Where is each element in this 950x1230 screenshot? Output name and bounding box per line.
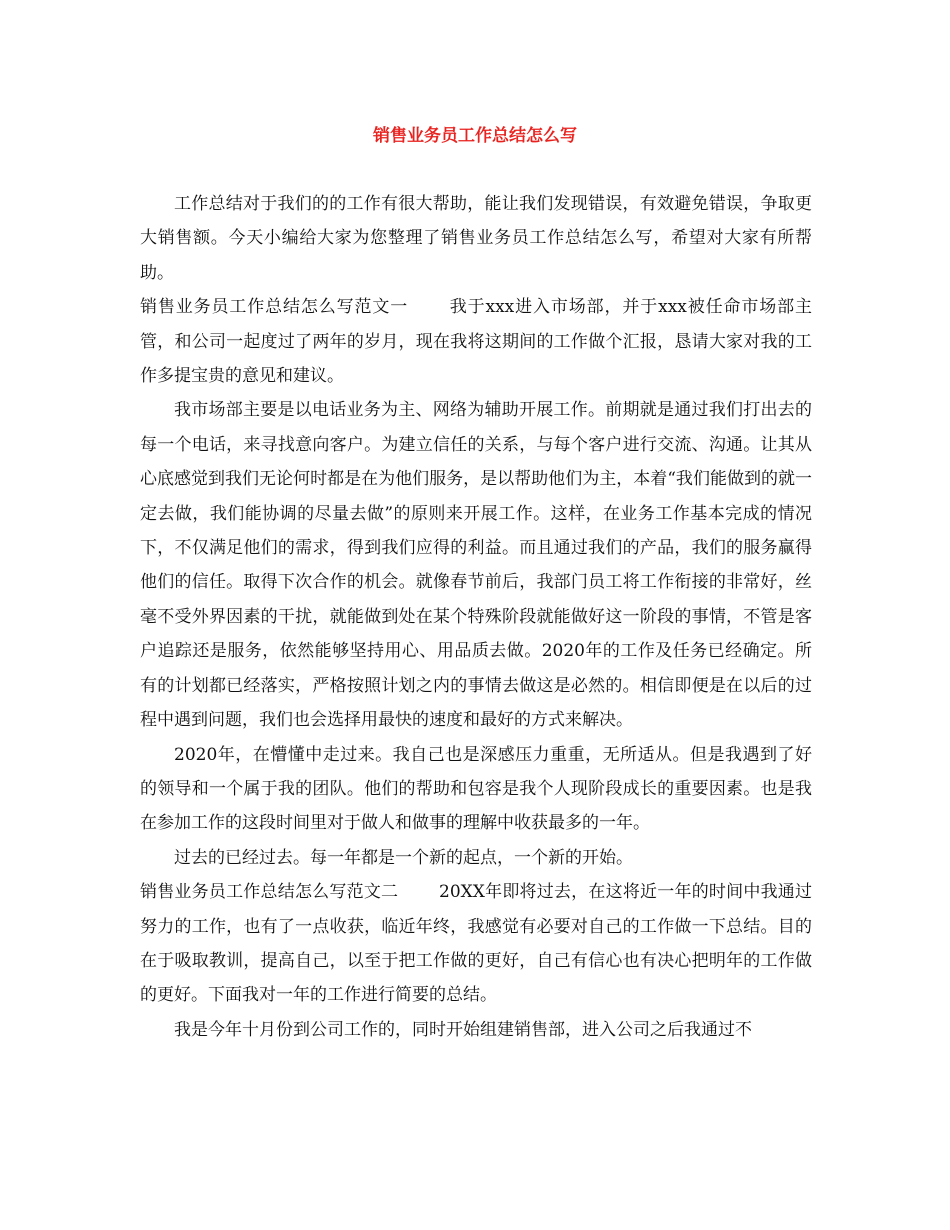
body-paragraph: 2020年，在懵懂中走过来。我自己也是深感压力重重，无所适从。但是我遇到了好的领导和一个属于我的团队。他们的帮助和包容是我个人现阶段成长的重要因素。也是我在参加工作的这段时间里对于做人和做事的理解中收获最多的一年。 — [140, 744, 812, 834]
sample-two-heading: 销售业务员工作总结怎么写范文二 — [140, 882, 399, 903]
sample-two-paragraph — [140, 875, 812, 1013]
sample-one-heading: 销售业务员工作总结怎么写范文一 — [140, 297, 409, 318]
body-paragraph: 我是今年十月份到公司工作的，同时开始组建销售部，进入公司之后我通过不 — [174, 1019, 752, 1040]
sample-one-text: 我于xxx进入市场部，并于xxx被任命市场部主管，和公司一起度过了两年的岁月，现在我将这期间的工作做个汇报，恳请大家对我的工作多提宝贵的意见和建议。 — [140, 297, 812, 387]
document-body — [140, 187, 812, 1047]
body-paragraph: 过去的已经过去。每一年都是一个新的起点，一个新的开始。 — [174, 847, 633, 868]
sample-one-paragraph — [140, 290, 812, 393]
body-paragraph: 我市场部主要是以电话业务为主、网络为辅助开展工作。前期就是通过我们打出去的每一个电话，来寻找意向客户。为建立信任的关系，与每个客户进行交流、沟通。让其从心底感觉到我们无论何时都是在为他们服务，是以帮助他们为主，本着“我们能做到的就一定去做，我们能协调的尽量去做”的原则来开展工作。这样，在业务工作基本完成的情况下，不仅满足他们的需求，得到我们应得的利益。而且通过我们的产品，我们的服务赢得他们的信任。取得下次合作的机会。就像春节前后，我部门员工将工作衔接的非常好，丝毫不受外界因素的干扰，就能做到处在某个特殊阶段就能做好这一阶段的事情，不管是客户追踪还是服务，依然能够坚持用心、用品质去做。2020年的工作及任务已经确定。所有的计划都已经落实，严格按照计划之内的事情去做这是必然的。相信即便是在以后的过程中遇到问题，我们也会选择用最快的速度和最好的方式来解决。 — [140, 400, 812, 731]
sample-two-text: 20XX年即将过去，在这将近一年的时间中我通过努力的工作，也有了一点收获，临近年终，我感觉有必要对自己的工作做一下总结。目的在于吸取教训，提高自己，以至于把工作做的更好，自己有信心也有决心把明年的工作做的更好。下面我对一年的工作进行简要的总结。 — [140, 882, 812, 1006]
document-title: 销售业务员工作总结怎么写 — [373, 126, 577, 146]
intro-paragraph: 工作总结对于我们的的工作有很大帮助，能让我们发现错误，有效避免错误，争取更大销售额。今天小编给大家为您整理了销售业务员工作总结怎么写，希望对大家有所帮助。 — [140, 194, 812, 283]
